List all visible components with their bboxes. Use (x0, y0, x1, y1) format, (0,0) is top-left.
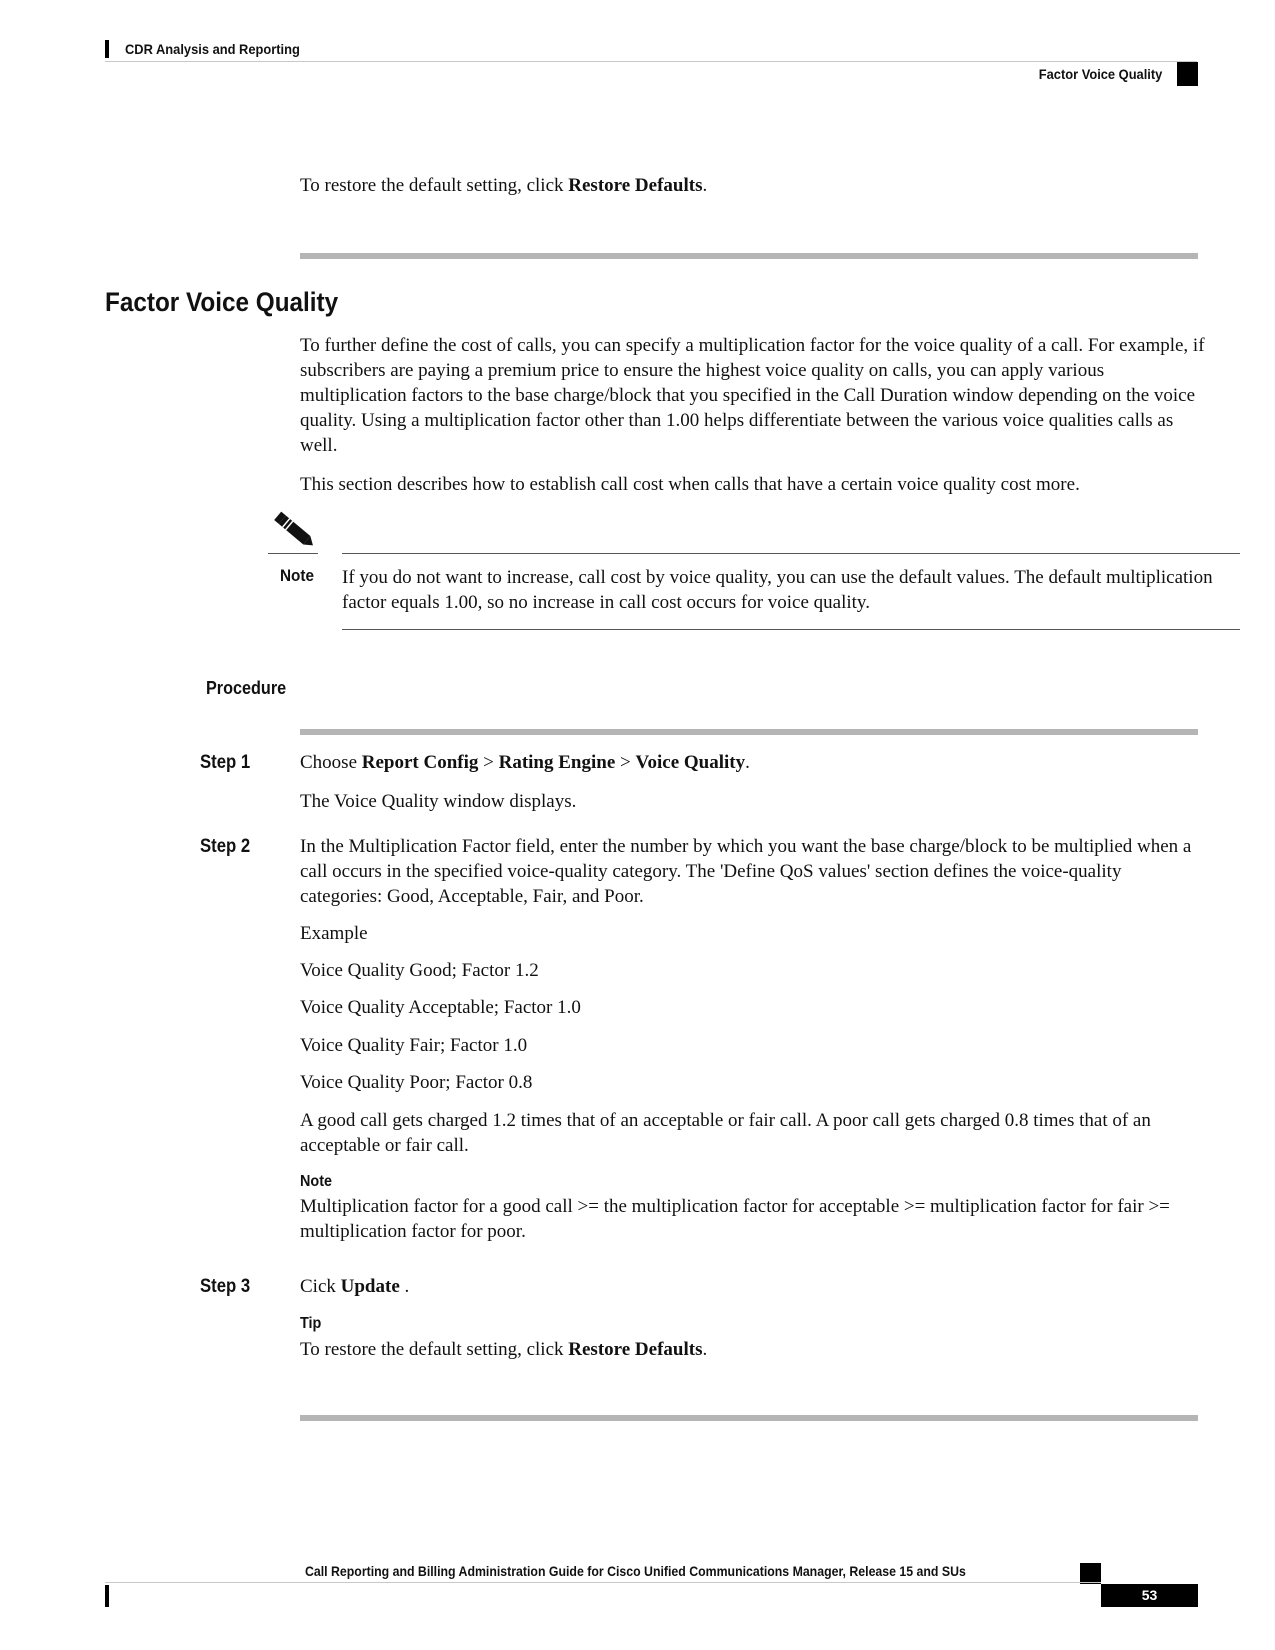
header-chapter-title: CDR Analysis and Reporting (125, 41, 300, 57)
header-divider (105, 61, 1197, 62)
procedure-rule-bottom (300, 1415, 1198, 1421)
menu-voice-quality: Voice Quality (635, 752, 746, 773)
tip-label: Tip (300, 1315, 322, 1332)
procedure-heading: Procedure (206, 678, 287, 698)
example-poor: Voice Quality Poor; Factor 0.8 (300, 1072, 533, 1093)
footer-divider (105, 1582, 1101, 1583)
tip-text: To restore the default setting, click Restore Defaults. (300, 1339, 708, 1360)
header-left-bar (105, 40, 109, 58)
pencil-note-icon (270, 508, 320, 554)
update-button-label: Update (340, 1276, 400, 1297)
step-2-text: In the Multiplication Factor field, enter the number by which you want the base charge/block to be multiplied when a call occurs in the specified voice-quality category. The 'Define QoS values' section defines the voice-quality categories: Good, Acceptable, Fair, and Poor. (300, 836, 1192, 907)
example-label: Example (300, 923, 368, 944)
menu-rating-engine: Rating Engine (498, 752, 616, 773)
step-3-text: Cick Update . (300, 1276, 410, 1297)
example-acceptable: Voice Quality Acceptable; Factor 1.0 (300, 997, 581, 1018)
step-2-note-label: Note (300, 1173, 333, 1190)
step-2-note-text: Multiplication factor for a good call >= the multiplication factor for acceptable >= multiplication factor for fair >= multiplication factor for poor. (300, 1196, 1170, 1242)
section-title: Factor Voice Quality (105, 287, 339, 317)
header-section-title: Factor Voice Quality (1038, 66, 1162, 82)
page-number: 53 (1101, 1584, 1198, 1607)
describes-paragraph: This section describes how to establish call cost when calls that have a certain voice quality cost more. (300, 474, 1080, 495)
intro-paragraph: To further define the cost of calls, you can specify a multiplication factor for the voice quality of a call. For example, if subscribers are paying a premium price to ensure the highest voice quality on calls, you can apply various multiplication factors to the base charge/block that you specified in the Call Duration window depending on the voice quality. Using a multiplication factor other than 1.00 helps differentiate between the various voice qualities calls as well. (300, 335, 1205, 456)
footer-left-bar (105, 1585, 109, 1607)
menu-report-config: Report Config (361, 752, 479, 773)
example-fair: Voice Quality Fair; Factor 1.0 (300, 1035, 528, 1056)
section-rule-top (300, 253, 1198, 259)
top-restore-text: To restore the default setting, click Restore Defaults. (300, 175, 708, 196)
note-text: If you do not want to increase, call cost by voice quality, you can use the default values. The default multiplication factor equals 1.00, so no increase in call cost occurs for voice quality. (342, 567, 1213, 613)
step-1-result: The Voice Quality window displays. (300, 791, 577, 812)
restore-defaults-label: Restore Defaults (568, 175, 703, 196)
step-2-label: Step 2 (200, 836, 251, 857)
note-divider-top (342, 553, 1240, 554)
step-1-label: Step 1 (200, 752, 251, 773)
note-divider-short (268, 553, 318, 554)
header-marker (1177, 62, 1198, 86)
note-divider-bottom (342, 629, 1240, 630)
footer-marker (1080, 1563, 1101, 1584)
procedure-rule-top (300, 729, 1198, 735)
tip-restore-defaults-label: Restore Defaults (568, 1339, 703, 1360)
note-label: Note (280, 566, 315, 585)
step-2-explanation: A good call gets charged 1.2 times that of an acceptable or fair call. A poor call gets charged 0.8 times that of an acceptable or fair call. (300, 1110, 1151, 1156)
example-good: Voice Quality Good; Factor 1.2 (300, 960, 539, 981)
step-1-text: Choose Report Config > Rating Engine > Voice Quality. (300, 752, 750, 773)
footer-guide-title: Call Reporting and Billing Administration Guide for Cisco Unified Communications Manager, Release 15 and SUs (305, 1563, 966, 1579)
step-3-label: Step 3 (200, 1276, 251, 1297)
